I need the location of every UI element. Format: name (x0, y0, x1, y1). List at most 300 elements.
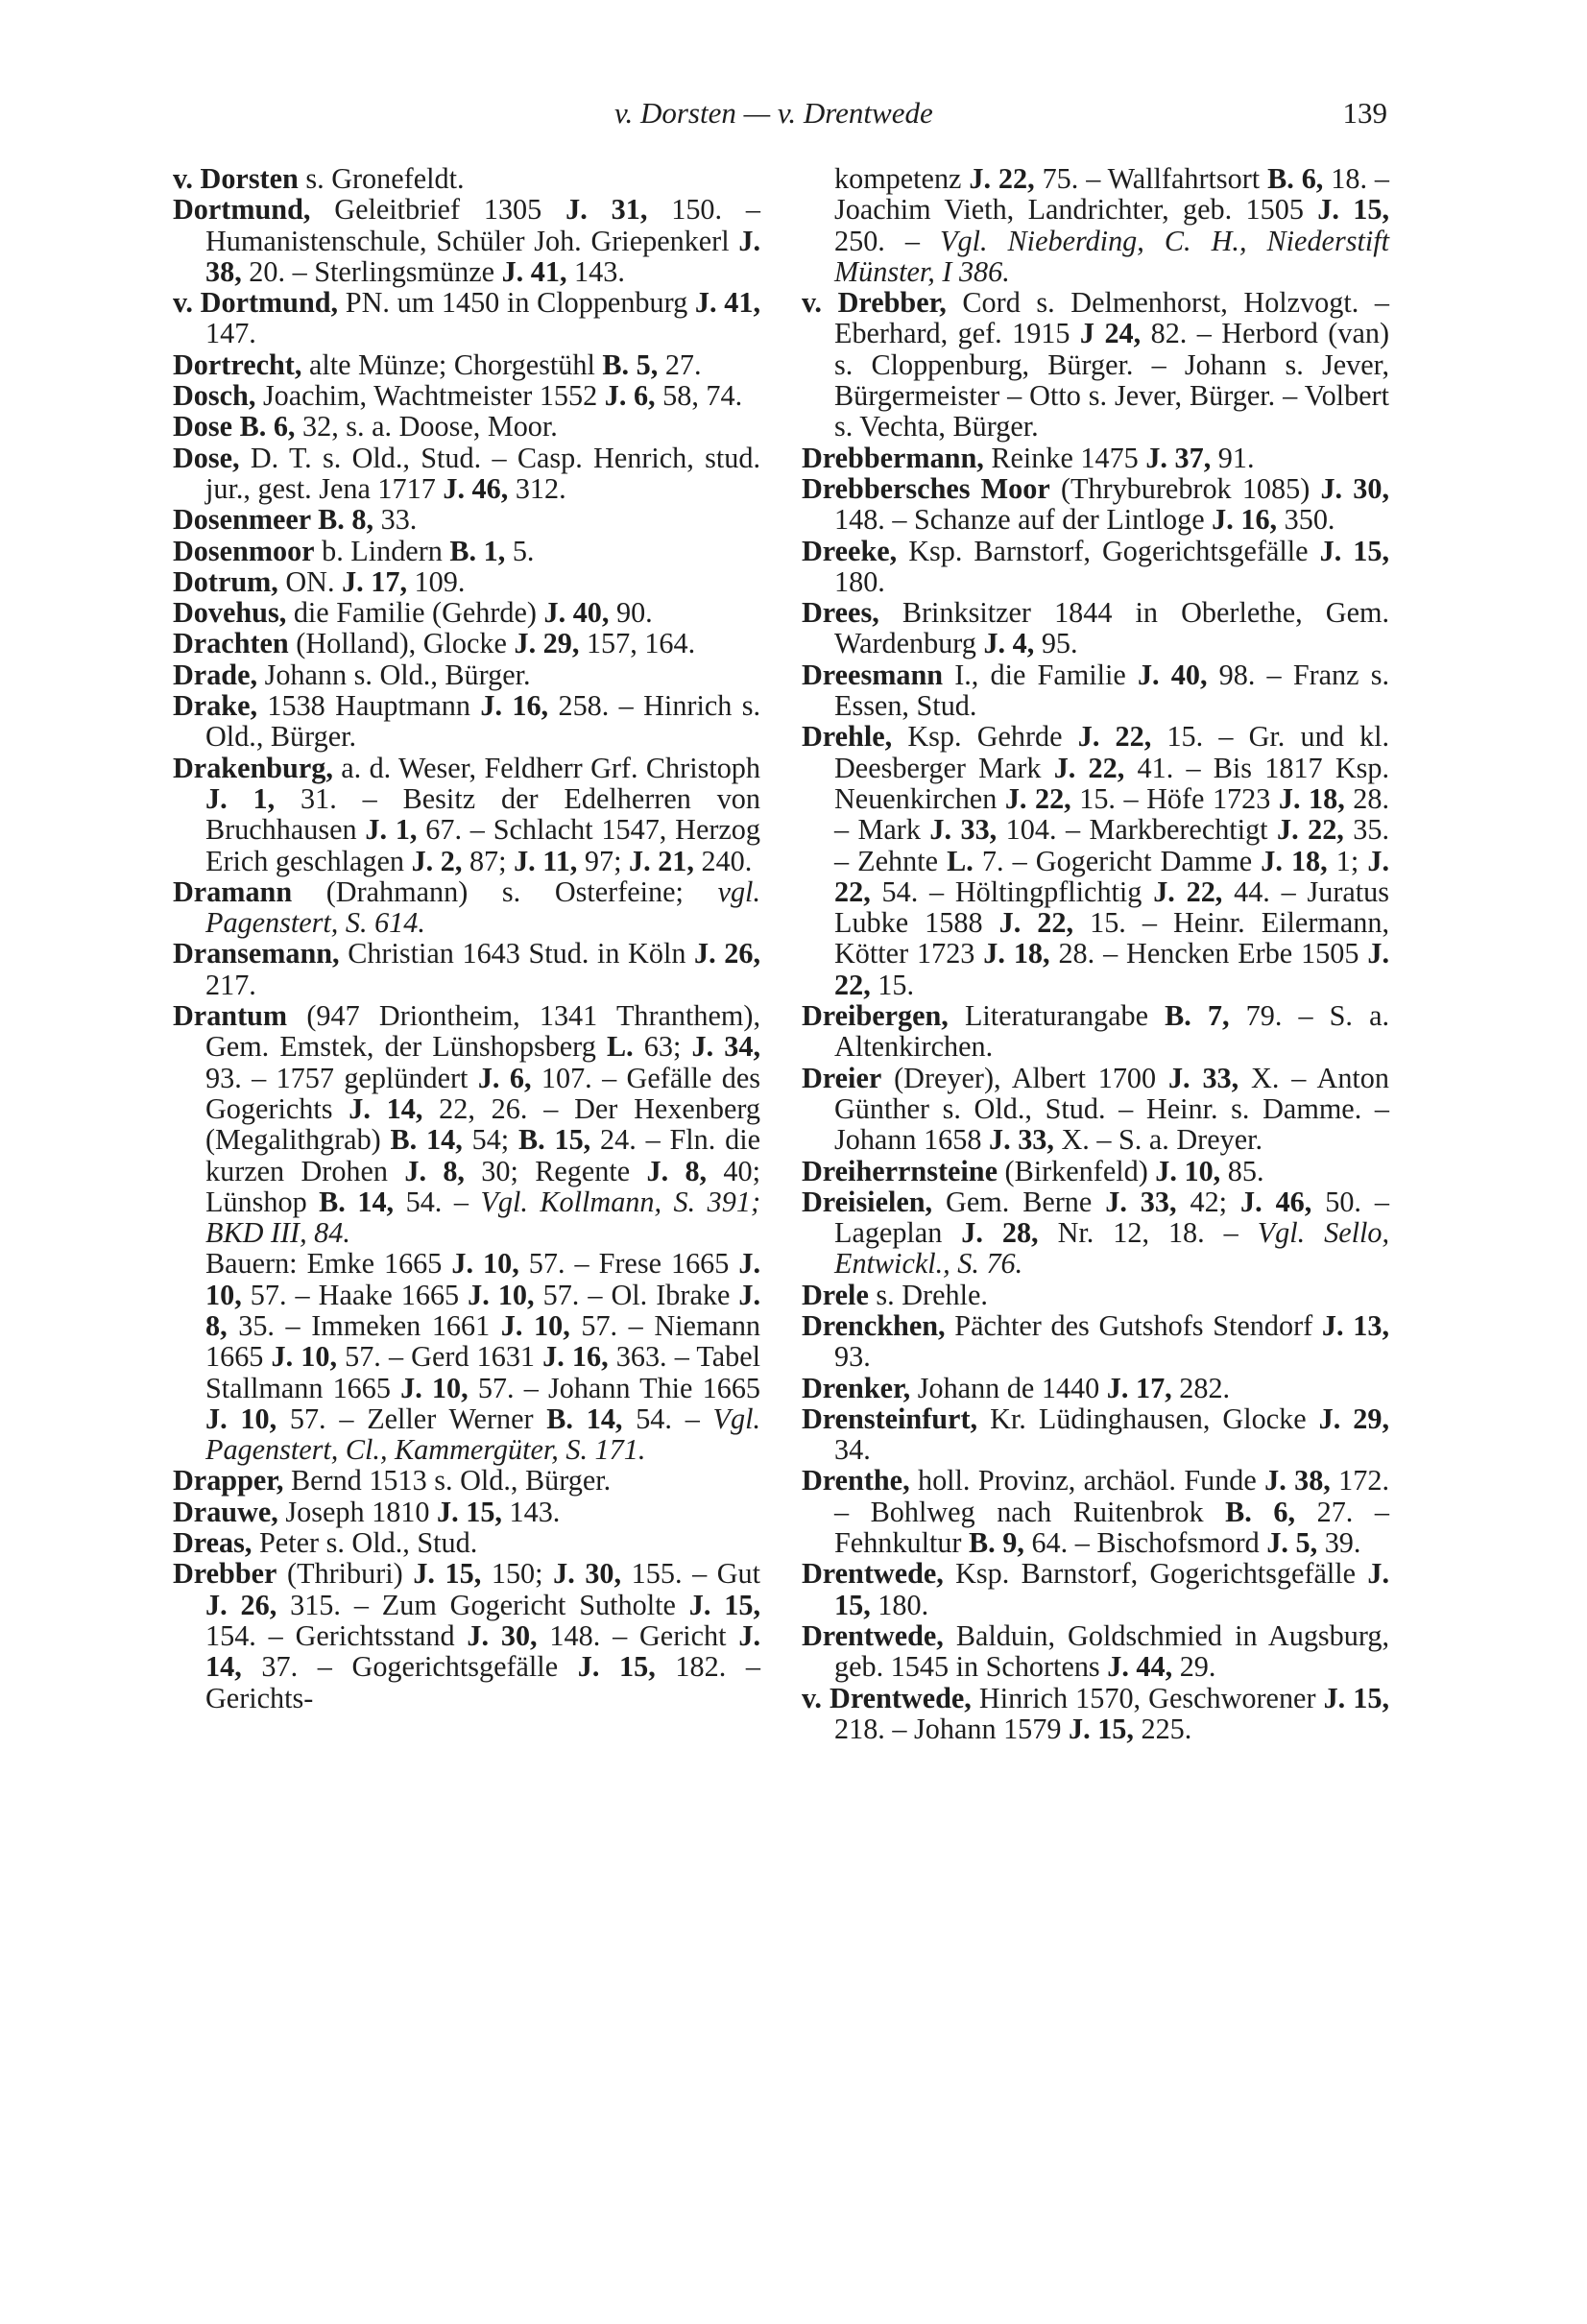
entry-keyword: J. 22, (1053, 751, 1125, 784)
entry-text: Pächter des Gutshofs Stendorf (945, 1308, 1322, 1342)
entry-keyword: J. 15, (1069, 1712, 1134, 1745)
entry-keyword: J. 30, (467, 1618, 538, 1652)
entry-text: alte Münze; Chorgestühl (301, 347, 603, 381)
entry-text: X. – S. a. Dreyer. (1053, 1123, 1263, 1157)
entry-text: Ksp. Barnstorf, Gogerichtsgefälle (943, 1557, 1368, 1591)
entry-text: Nr. 12, 18. – (1038, 1216, 1258, 1250)
entry-keyword: J. 33, (1105, 1185, 1177, 1218)
entry-keyword: J. 22, (1153, 874, 1223, 908)
index-entry (173, 536, 760, 566)
entry-keyword: B. 14, (319, 1185, 395, 1218)
entry-keyword: J. 30, (1320, 471, 1389, 505)
index-entry (802, 597, 1389, 659)
entry-text: 258. – Hinrich s. Old., Bürger. (205, 689, 761, 754)
entry-keyword: J. 15, (577, 1650, 656, 1684)
entry-reference: Vgl. Kollmann, S. 391; BKD III, 84. (205, 1185, 761, 1250)
entry-keyword: B. 14, (546, 1402, 623, 1435)
entry-text: 15. – Gr. und kl. Deesberger Mark (834, 720, 1390, 784)
entry-reference: Vgl. Pagenstert, Cl., Kammergüter, S. 171. (205, 1402, 761, 1467)
entry-keyword: J. 22, (834, 937, 1389, 1001)
entry-text: 57. – Johann Thie 1665 (468, 1371, 761, 1404)
entry-keyword: J. 16, (542, 1340, 609, 1374)
entry-keyword: v. Dorsten (173, 162, 299, 195)
index-entry (802, 1186, 1389, 1280)
entry-keyword: Drantum (173, 999, 288, 1033)
index-entry (173, 380, 760, 411)
running-title: v. Dorsten — v. Drentwede (614, 96, 933, 130)
entry-text: Kr. Lüdinghausen, Glocke (977, 1402, 1319, 1435)
entry-text: 312. (508, 471, 566, 505)
entry-text: 147. (205, 317, 256, 350)
entry-text: 282. (1171, 1371, 1231, 1404)
entry-keyword: J. 11, (514, 844, 578, 877)
entry-text: (Thryburebrok 1085) (1049, 471, 1321, 505)
entry-text: 218. – Johann 1579 (834, 1712, 1070, 1745)
entry-keyword: J. 8, (205, 1278, 761, 1342)
index-entry (173, 1465, 760, 1496)
index-column-left (173, 163, 760, 1713)
entry-keyword: B. 7, (1165, 999, 1230, 1033)
entry-text: 98. – Franz s. Essen, Stud. (834, 658, 1390, 723)
entry-keyword: J. 10, (205, 1247, 760, 1311)
entry-text: Reinke 1475 (983, 441, 1146, 474)
index-entry (802, 721, 1389, 1000)
entry-text: D. T. s. Old., Stud. – Casp. Henrich, stud. jur., gest. Jena 1717 (205, 441, 760, 505)
entry-keyword: Dreibergen, (802, 999, 949, 1033)
entry-text: 57. – Frese 1665 (518, 1247, 739, 1281)
entry-text: 31. – Besitz der Edelherren von Bruchhausen (205, 781, 760, 847)
entry-text: 18. – Joachim Vieth, Landrichter, geb. 1505 (834, 162, 1390, 227)
entry-text: 150; (481, 1557, 554, 1591)
entry-keyword: J. 30, (553, 1557, 622, 1591)
entry-keyword: J. 31, (565, 193, 648, 227)
entry-text: 85. (1220, 1154, 1264, 1187)
entry-keyword: J. 18, (983, 937, 1050, 970)
entry-keyword: J. 46, (1240, 1185, 1312, 1218)
entry-keyword: Drake, (173, 689, 258, 723)
entry-text: 93. – 1757 geplündert (205, 1061, 478, 1094)
entry-text: 29. (1172, 1650, 1216, 1684)
entry-keyword: Drensteinfurt, (802, 1402, 978, 1435)
entry-keyword: Dosch, (173, 379, 256, 413)
entry-keyword: J. 10, (451, 1247, 519, 1281)
entry-keyword: B. 9, (969, 1526, 1024, 1560)
entry-keyword: Dreiherrnsteine (802, 1154, 998, 1187)
entry-keyword: J. 1, (365, 813, 418, 847)
entry-keyword: Drakenburg, (173, 751, 333, 784)
entry-keyword: J. 22, (1077, 720, 1152, 754)
entry-keyword: J. 18, (1278, 781, 1345, 815)
entry-keyword: J. 10, (271, 1340, 337, 1374)
entry-text: 150. – Humanistenschule, Schüler Joh. Griepenkerl (205, 193, 761, 257)
entry-keyword: J. 22, (998, 906, 1074, 940)
entry-keyword: J. 6, (477, 1061, 532, 1094)
entry-keyword: J. 37, (1145, 441, 1212, 474)
entry-keyword: B. 5, (602, 347, 659, 381)
entry-text: s. Gronefeldt. (298, 162, 465, 195)
entry-text: 182. – Gerichts- (205, 1650, 761, 1714)
index-entry (802, 1683, 1389, 1745)
entry-keyword: J. 15, (688, 1588, 760, 1621)
entry-keyword: J. 15, (413, 1557, 482, 1591)
entry-keyword: J. 28, (961, 1216, 1039, 1250)
entry-text: 5. (505, 534, 535, 567)
entry-text: 27. – Fehnkultur (834, 1495, 1389, 1560)
entry-text: 54. – (394, 1185, 481, 1218)
entry-text: 154. – Gerichtsstand (205, 1618, 468, 1652)
entry-text: 7. – Gogericht Damme (973, 844, 1262, 877)
entry-keyword: J. 14, (205, 1618, 760, 1684)
entry-text: 28. – Mark (834, 781, 1389, 847)
entry-text: 107. – Gefälle des Gogerichts (205, 1061, 761, 1125)
entry-keyword: J. 38, (205, 224, 760, 288)
entry-keyword: J. 6, (604, 379, 656, 413)
entry-keyword: J. 15, (1323, 1681, 1389, 1714)
index-entry (173, 443, 760, 505)
entry-text: 250. – (834, 224, 941, 257)
entry-text: 90. (609, 596, 653, 630)
entry-keyword: J. 40, (543, 596, 610, 630)
entry-text: (Thriburi) (277, 1557, 414, 1591)
entry-keyword: Dransemann, (173, 937, 340, 970)
index-entry (802, 473, 1389, 536)
entry-text: 35. – Zehnte (834, 813, 1390, 877)
entry-text: 95. (1034, 627, 1078, 660)
entry-text: holl. Provinz, archäol. Funde (909, 1464, 1265, 1497)
entry-text: ON. (277, 564, 343, 598)
index-entry (802, 287, 1389, 442)
entry-text: 24. – Fln. die kurzen Drohen (205, 1123, 760, 1187)
index-entry (802, 1620, 1389, 1683)
index-entry (173, 690, 760, 753)
entry-keyword: J. 14, (349, 1091, 423, 1125)
page-number: 139 (1342, 96, 1387, 130)
entry-text: 57. – Niemann 1665 (205, 1308, 761, 1374)
index-entry (173, 349, 760, 380)
entry-keyword: J. 22, (1277, 813, 1344, 847)
entry-keyword: J. 26, (205, 1588, 277, 1621)
entry-keyword: J. 1, (205, 781, 276, 815)
index-entry (173, 287, 760, 349)
entry-text: 93. (834, 1340, 871, 1374)
entry-keyword: Drauwe, (173, 1495, 278, 1528)
entry-keyword: Drade, (173, 658, 258, 691)
entry-keyword: Drenckhen, (802, 1308, 946, 1342)
entry-text: 40; Lünshop (205, 1154, 761, 1218)
entry-keyword: v. Dortmund, (173, 286, 339, 320)
entry-keyword: Dreas, (173, 1526, 252, 1560)
index-entry (802, 1310, 1389, 1373)
entry-text: 104. – Markberechtigt (997, 813, 1278, 847)
entry-keyword: Dreier (802, 1061, 882, 1094)
entry-text: (947 Driontheim, 1341 Thranthem), Gem. Emstek, der Lünshopsberg (205, 999, 760, 1064)
entry-keyword: J. 26, (694, 937, 761, 970)
entry-text: 54; (462, 1123, 518, 1157)
entry-text: 39. (1317, 1526, 1361, 1560)
entry-text: (Holland), Glocke (288, 627, 515, 660)
entry-keyword: J. 8, (404, 1154, 465, 1187)
entry-keyword: J. 22, (1004, 781, 1071, 815)
entry-keyword: v. Drentwede, (802, 1681, 972, 1714)
entry-text: 1538 Hauptmann (257, 689, 481, 723)
entry-text: 180. (834, 564, 885, 598)
entry-keyword: J. 29, (1318, 1402, 1389, 1435)
entry-keyword: Dosenmoor (173, 534, 315, 567)
entry-keyword: Dotrum, (173, 564, 278, 598)
page-header (614, 96, 1387, 134)
index-entry (802, 1156, 1389, 1186)
index-entry (802, 536, 1389, 598)
index-entry (802, 1280, 1389, 1310)
entry-text: 57. – Haake 1665 (241, 1278, 469, 1311)
entry-keyword: J. 10, (500, 1308, 570, 1342)
entry-text: Literaturangabe (948, 999, 1166, 1033)
entry-text: 109. (407, 564, 466, 598)
index-entry (802, 659, 1389, 722)
entry-text: Joachim, Wachtmeister 1552 (255, 379, 605, 413)
index-entry (173, 628, 760, 659)
entry-keyword: L. (947, 844, 974, 877)
entry-text: (Dreyer), Albert 1700 (881, 1061, 1168, 1094)
entry-text: Gem. Berne (932, 1185, 1106, 1218)
entry-text: Bernd 1513 s. Old., Bürger. (283, 1464, 612, 1497)
entry-text: 64. – Bischofsmord (1023, 1526, 1267, 1560)
entry-text: 37. – Gogerichtsgefälle (241, 1650, 578, 1684)
index-entry (802, 1373, 1389, 1403)
entry-text: Bauern: Emke 1665 (205, 1247, 452, 1281)
entry-keyword: J. 10, (1155, 1154, 1221, 1187)
entry-keyword: J. 22, (969, 162, 1035, 195)
entry-text: 82. – Herbord (van) s. Cloppenburg, Bürger. – Johann s. Jever, Bürgermeister – Otto s. Jever, Bürger. – Volbert s. Vechta, Bürger. (834, 317, 1390, 443)
entry-keyword: J. 10, (468, 1278, 535, 1311)
entry-keyword: J. 13, (1321, 1308, 1389, 1342)
entry-text: 240. (693, 844, 753, 877)
entry-text: 27. (658, 347, 702, 381)
entry-text: 44. – Juratus Lubke 1588 (834, 874, 1390, 940)
entry-keyword: J. 15, (834, 1557, 1389, 1621)
entry-text: 54. – (622, 1402, 713, 1435)
entry-text: 54. – Höltingpflichtig (870, 874, 1154, 908)
index-entry (802, 1063, 1389, 1156)
entry-text: 155. – Gut (621, 1557, 761, 1591)
entry-text: 217. (205, 968, 256, 1001)
entry-text: 30; Regente (464, 1154, 647, 1187)
entry-keyword: Drachten (173, 627, 289, 660)
entry-keyword: L. (606, 1030, 634, 1064)
entry-text: Ksp. Gehrde (892, 720, 1078, 754)
index-entry (173, 411, 760, 442)
entry-text: 225. (1133, 1712, 1192, 1745)
entry-text: Johann de 1440 (910, 1371, 1107, 1404)
entry-reference: Vgl. Sello, Entwickl., S. 76. (834, 1216, 1390, 1281)
entry-text: Cord s. Delmenhorst, Holzvogt. – Eberhard, gef. 1915 (834, 286, 1389, 350)
entry-keyword: J. 15, (1319, 534, 1390, 567)
entry-keyword: J. 33, (989, 1123, 1054, 1157)
index-column-right (802, 163, 1389, 1744)
index-entry (173, 876, 760, 939)
index-entry (173, 163, 760, 194)
entry-keyword: J. 22, (834, 844, 1390, 908)
entry-text: Christian 1643 Stud. in Köln (339, 937, 695, 970)
entry-text: 34. (834, 1433, 871, 1467)
entry-text: 35. – Immeken 1661 (227, 1308, 501, 1342)
entry-text: 148. – Schanze auf der Lintloge (834, 503, 1213, 537)
entry-text: 97; (577, 844, 630, 877)
entry-text: 172. – Bohlweg nach Ruitenbrok (834, 1464, 1390, 1528)
index-entry (173, 938, 760, 1000)
index-entry (173, 566, 760, 597)
entry-keyword: Drees, (802, 596, 879, 630)
index-entry (173, 1558, 760, 1713)
index-entry (173, 597, 760, 628)
entry-keyword: Drebbersches Moor (802, 471, 1050, 505)
entry-keyword: B. 1, (449, 534, 506, 567)
entry-keyword: Dreesmann (802, 658, 944, 691)
index-entry (173, 753, 760, 876)
entry-keyword: J. 18, (1261, 844, 1328, 877)
index-entry (802, 163, 1389, 287)
entry-keyword: B. 6, (1225, 1495, 1296, 1528)
entry-text: Geleitbrief 1305 (310, 193, 566, 227)
entry-keyword: Dovehus, (173, 596, 287, 630)
entry-keyword: Drebber (173, 1557, 277, 1591)
index-entry (802, 1403, 1389, 1466)
entry-keyword: Dose, (173, 441, 240, 474)
entry-keyword: B. 14, (390, 1123, 463, 1157)
entry-text: 79. – S. a. Altenkirchen. (834, 999, 1390, 1064)
entry-text: 350. (1277, 503, 1335, 537)
entry-text: 315. – Zum Gogericht Sutholte (277, 1588, 689, 1621)
entry-text: 32, s. a. Doose, Moor. (295, 410, 558, 443)
entry-text: 63; (633, 1030, 692, 1064)
entry-text: 91. (1211, 441, 1255, 474)
entry-keyword: J. 17, (1106, 1371, 1172, 1404)
entry-text: kompetenz (834, 162, 970, 195)
entry-text: X. – Anton Günther s. Old., Stud. – Heinr. s. Damme. – Johann 1658 (834, 1061, 1389, 1157)
entry-text: 157, 164. (579, 627, 696, 660)
entry-text: Brinksitzer 1844 in Oberlethe, Gem. Wardenburg (834, 596, 1389, 660)
entry-keyword: J. 33, (929, 813, 998, 847)
entry-keyword: Dramann (173, 874, 293, 908)
index-entry (173, 1000, 760, 1248)
entry-keyword: Dortrecht, (173, 347, 302, 381)
entry-text: Johann s. Old., Bürger. (257, 658, 531, 691)
entry-text: 180. (870, 1588, 929, 1621)
entry-text: s. Drehle. (868, 1278, 988, 1311)
entry-text: 143. (566, 254, 625, 288)
index-entry (173, 659, 760, 690)
entry-text: 363. – Tabel Stallmann 1665 (205, 1340, 760, 1404)
entry-keyword: Drenthe, (802, 1464, 910, 1497)
entry-keyword: J. 5, (1266, 1526, 1318, 1560)
entry-text: Peter s. Old., Stud. (252, 1526, 478, 1560)
entry-text: 22, 26. – Der Hexenberg (Megalithgrab) (205, 1091, 760, 1157)
entry-keyword: Drehle, (802, 720, 893, 754)
entry-text: 143. (501, 1495, 561, 1528)
index-entry (173, 194, 760, 287)
entry-keyword: J. 34, (691, 1030, 760, 1064)
entry-text: Joseph 1810 (277, 1495, 438, 1528)
entry-reference: Vgl. Nieberding, C. H., Niederstift Münster, I 386. (834, 224, 1389, 288)
entry-text: I., die Familie (943, 658, 1138, 691)
index-entry (802, 1000, 1389, 1063)
entry-text: 87; (462, 844, 515, 877)
entry-keyword: J. 10, (205, 1402, 277, 1435)
entry-text: 75. – Wallfahrtsort (1034, 162, 1268, 195)
entry-keyword: B. 6, (1267, 162, 1324, 195)
entry-text: 41. – Bis 1817 Ksp. Neuenkirchen (834, 751, 1390, 815)
index-entry (173, 1248, 760, 1465)
entry-text: b. Lindern (314, 534, 450, 567)
entry-keyword: J. 10, (400, 1371, 469, 1404)
entry-keyword: J. 17, (342, 564, 407, 598)
entry-text: Ksp. Barnstorf, Gogerichtsgefälle (897, 534, 1320, 567)
entry-text: (Birkenfeld) (998, 1154, 1156, 1187)
entry-text: 148. – Gericht (537, 1618, 739, 1652)
entry-keyword: J. 4, (983, 627, 1035, 660)
entry-keyword: Drebbermann, (802, 441, 984, 474)
entry-text: 67. – Schlacht 1547, Herzog Erich geschlagen (205, 813, 760, 877)
entry-keyword: Drentwede, (802, 1618, 944, 1652)
entry-text: 15. – Höfe 1723 (1070, 781, 1279, 815)
entry-keyword: J. 16, (480, 689, 549, 723)
entry-text: 33. (373, 503, 418, 537)
entry-keyword: Dosenmeer B. 8, (173, 503, 374, 537)
entry-keyword: Dortmund, (173, 193, 311, 227)
entry-keyword: J. 15, (437, 1495, 502, 1528)
index-entry (802, 1558, 1389, 1620)
entry-keyword: Drenker, (802, 1371, 911, 1404)
entry-keyword: B. 15, (517, 1123, 591, 1157)
entry-text: 20. – Sterlingsmünze (241, 254, 502, 288)
entry-keyword: J. 15, (1317, 193, 1390, 227)
entry-text: Hinrich 1570, Geschworener (971, 1681, 1324, 1714)
entry-keyword: Dreeke, (802, 534, 898, 567)
index-entry (802, 443, 1389, 473)
entry-text: (Drahmann) s. Osterfeine; (292, 874, 718, 908)
entry-keyword: J. 33, (1167, 1061, 1239, 1094)
entry-text: 42; (1176, 1185, 1240, 1218)
index-entry (173, 1527, 760, 1558)
entry-text: 15. (870, 968, 915, 1001)
entry-text: Balduin, Goldschmied in Augsburg, geb. 1545 in Schortens (834, 1618, 1389, 1684)
entry-keyword: J. 29, (514, 627, 580, 660)
entry-text: 1; (1327, 844, 1368, 877)
entry-keyword: J. 40, (1137, 658, 1208, 691)
entry-keyword: J. 2, (411, 844, 463, 877)
entry-keyword: Dose B. 6, (173, 410, 296, 443)
entry-keyword: J. 41, (501, 254, 567, 288)
entry-reference: vgl. Pagenstert, S. 614. (205, 874, 760, 940)
entry-keyword: Dreisielen, (802, 1185, 933, 1218)
entry-keyword: J. 44, (1107, 1650, 1173, 1684)
entry-text: 15. – Heinr. Eilermann, Kötter 1723 (834, 906, 1389, 970)
entry-keyword: Drele (802, 1278, 869, 1311)
entry-keyword: Drentwede, (802, 1557, 944, 1591)
entry-text: 57. – Gerd 1631 (337, 1340, 543, 1374)
index-entry (802, 1465, 1389, 1558)
index-entry (173, 504, 760, 535)
entry-keyword: v. Drebber, (802, 286, 947, 320)
entry-keyword: J. 38, (1264, 1464, 1331, 1497)
entry-keyword: J. 21, (629, 844, 694, 877)
entry-keyword: Drapper, (173, 1464, 284, 1497)
entry-text: 57. – Ol. Ibrake (534, 1278, 739, 1311)
entry-text: 50. – Lageplan (834, 1185, 1390, 1250)
entry-keyword: J 24, (1079, 317, 1142, 350)
index-entry (173, 1497, 760, 1527)
entry-text: 58, 74. (655, 379, 743, 413)
